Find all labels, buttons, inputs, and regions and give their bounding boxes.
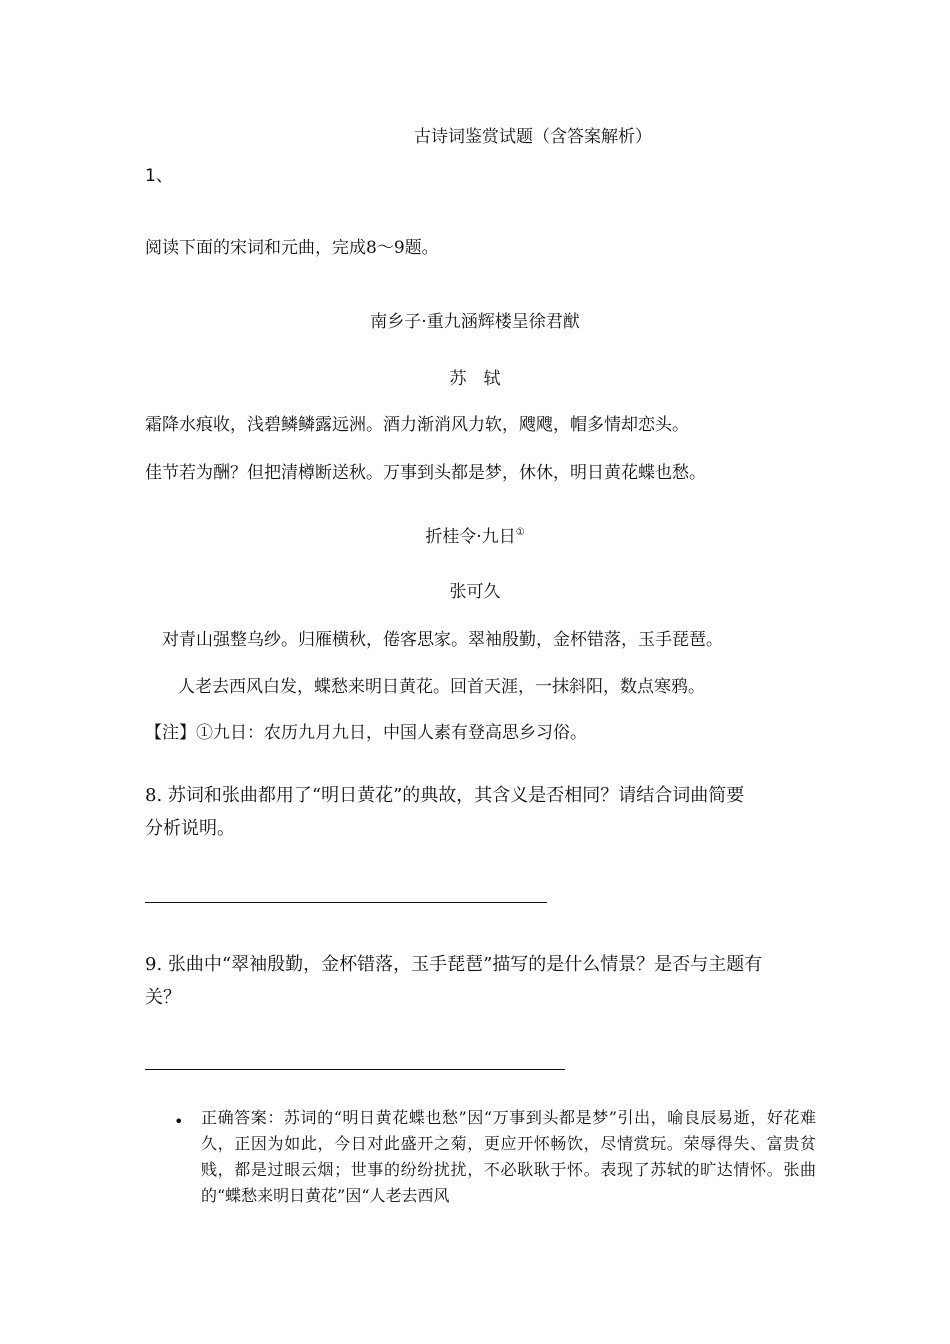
poem2-title: 折桂令·九日 (425, 527, 516, 547)
poem1-author: 苏 轼 (449, 369, 501, 389)
answer-text: 正确答案：苏词的“明日黄花蝶也愁”因“万事到头都是梦”引出，喻良辰易逝，好花难久，正因为如此，今日对此盛开之菊，更应开怀畅饮，尽情赏玩。荣辱得失、富贵贫贱，都是过眼云烟；世事的纷纷扰扰，不必耿耿于怀。表现了苏轼的旷达情怀。张曲的“蝶愁来明日黄花”因“人老去西风 (201, 1108, 816, 1205)
poem2-author: 张可久 (449, 582, 501, 602)
question-9-line2: 关？ (145, 987, 181, 1008)
instruction-text: 阅读下面的宋词和元曲，完成8～9题。 (145, 238, 439, 258)
poem1-title: 南乡子·重九涵辉楼呈徐君猷 (370, 312, 580, 332)
answer-line-9 (145, 1069, 565, 1070)
annotation-note: 【注】①九日：农历九月九日，中国人素有登高思乡习俗。 (145, 723, 587, 743)
question-number: 1、 (145, 166, 173, 186)
poem2-title-wrap (0, 521, 950, 549)
answer-line-8 (145, 902, 547, 903)
question-9-line1: 9. 张曲中“翠袖殷勤，金杯错落，玉手琵琶”描写的是什么情景？是否与主题有 (145, 954, 763, 975)
poem2-title-note: ① (515, 527, 525, 538)
poem1-line2: 佳节若为酬？但把清樽断送秋。万事到头都是梦，休休，明日黄花蝶也愁。 (145, 463, 706, 483)
question-8-line1: 8. 苏词和张曲都用了“明日黄花”的典故，其含义是否相同？请结合词曲简要 (145, 785, 745, 806)
poem2-line1: 对青山强整乌纱。归雁横秋，倦客思家。翠袖殷勤，金杯错落，玉手琵琶。 (162, 630, 723, 650)
document-title: 古诗词鉴赏试题（含答案解析） (414, 127, 652, 147)
question-8-line2: 分析说明。 (145, 818, 235, 839)
poem1-line1: 霜降水痕收，浅碧鳞鳞露远洲。酒力渐消风力软，飕飕，帽多情却恋头。 (145, 415, 689, 435)
answer-bullet: • (174, 1112, 184, 1131)
poem2-line2: 人老去西风白发，蝶愁来明日黄花。回首天涯，一抹斜阳，数点寒鸦。 (178, 677, 705, 697)
